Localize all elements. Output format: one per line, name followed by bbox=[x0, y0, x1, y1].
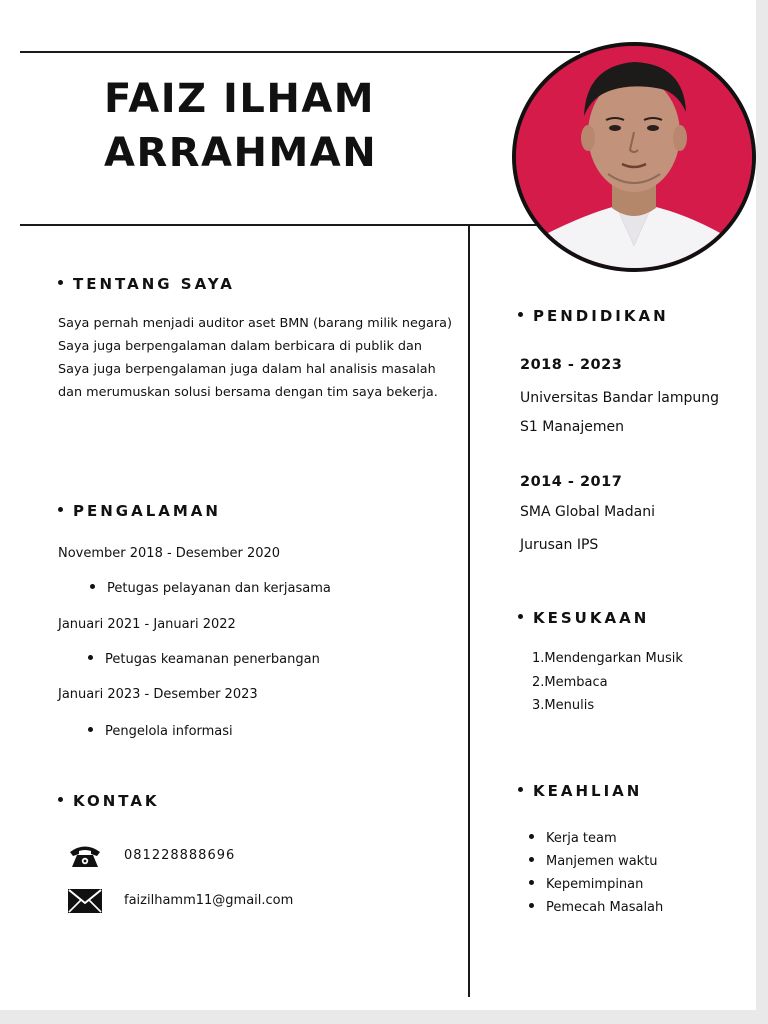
experience-role-1: Petugas pelayanan dan kerjasama bbox=[90, 581, 331, 596]
heading-bullet bbox=[518, 312, 523, 317]
hobby-item-2 bbox=[532, 675, 608, 690]
person-name bbox=[104, 72, 377, 180]
profile-photo bbox=[512, 42, 756, 272]
education-detail-1: S1 Manajemen bbox=[520, 419, 624, 435]
hobby-item-3 bbox=[532, 698, 594, 713]
education-detail-2: Jurusan IPS bbox=[520, 537, 599, 553]
education-years-1: 2018 - 2023 bbox=[520, 357, 623, 373]
experience-heading-text: PENGALAMAN bbox=[73, 502, 221, 520]
name-line-1: FAIZ ILHAM bbox=[104, 76, 376, 122]
heading-bullet bbox=[58, 507, 63, 512]
education-school-1: Universitas Bandar lampung bbox=[520, 390, 720, 406]
contact-heading-text: KONTAK bbox=[73, 792, 160, 810]
experience-period-3: Januari 2023 - Desember 2023 bbox=[58, 687, 258, 702]
hobby-number: 2. bbox=[532, 675, 545, 690]
about-text: Saya pernah menjadi auditor aset BMN (barang milik negara) Saya juga berpengalaman dalam berbicara di publik dan Saya juga berpengalaman juga dalam hal analisis masalah dan merumuskan solusi bersama dengan tim saya bekerja. bbox=[58, 316, 452, 400]
contact-email[interactable]: faizilhamm11@gmail.com bbox=[124, 893, 294, 908]
experience-period-1: November 2018 - Desember 2020 bbox=[58, 546, 281, 561]
skills-heading bbox=[518, 782, 642, 800]
experience-role-2: Petugas keamanan penerbangan bbox=[88, 652, 320, 667]
about-heading-text: TENTANG SAYA bbox=[73, 275, 235, 293]
skill-item-1: Kerja team bbox=[529, 831, 617, 846]
education-years-2: 2014 - 2017 bbox=[520, 474, 623, 490]
envelope-icon bbox=[68, 889, 102, 917]
header-bottom-rule bbox=[20, 224, 540, 226]
education-school-2: SMA Global Madani bbox=[520, 504, 655, 520]
hobby-label: Menulis bbox=[544, 698, 595, 713]
hobbies-heading-text: KESUKAAN bbox=[533, 609, 650, 627]
experience-heading bbox=[58, 502, 221, 520]
heading-bullet bbox=[518, 614, 523, 619]
skill-item-4: Pemecah Masalah bbox=[529, 900, 663, 915]
experience-role-3: Pengelola informasi bbox=[88, 724, 233, 739]
hobby-label: Membaca bbox=[544, 675, 608, 690]
column-divider bbox=[468, 225, 470, 997]
heading-bullet bbox=[58, 797, 63, 802]
skills-heading-text: KEAHLIAN bbox=[533, 782, 643, 800]
education-heading-text: PENDIDIKAN bbox=[533, 307, 669, 325]
about-heading bbox=[58, 275, 235, 293]
education-heading bbox=[518, 307, 669, 325]
top-rule bbox=[20, 51, 580, 53]
name-line-2: ARRAHMAN bbox=[104, 130, 378, 176]
hobbies-heading bbox=[518, 609, 649, 627]
hobby-number: 1. bbox=[532, 651, 545, 666]
experience-period-2: Januari 2021 - Januari 2022 bbox=[58, 617, 236, 632]
contact-phone[interactable]: 081228888696 bbox=[124, 848, 236, 863]
hobby-item-1 bbox=[532, 651, 683, 666]
contact-heading bbox=[58, 792, 160, 810]
telephone-icon bbox=[68, 843, 102, 873]
hobby-label: Mendengarkan Musik bbox=[544, 651, 683, 666]
hobby-number: 3. bbox=[532, 698, 545, 713]
skill-item-3: Kepemimpinan bbox=[529, 877, 643, 892]
heading-bullet bbox=[518, 787, 523, 792]
heading-bullet bbox=[58, 280, 63, 285]
skill-item-2: Manjemen waktu bbox=[529, 854, 658, 869]
